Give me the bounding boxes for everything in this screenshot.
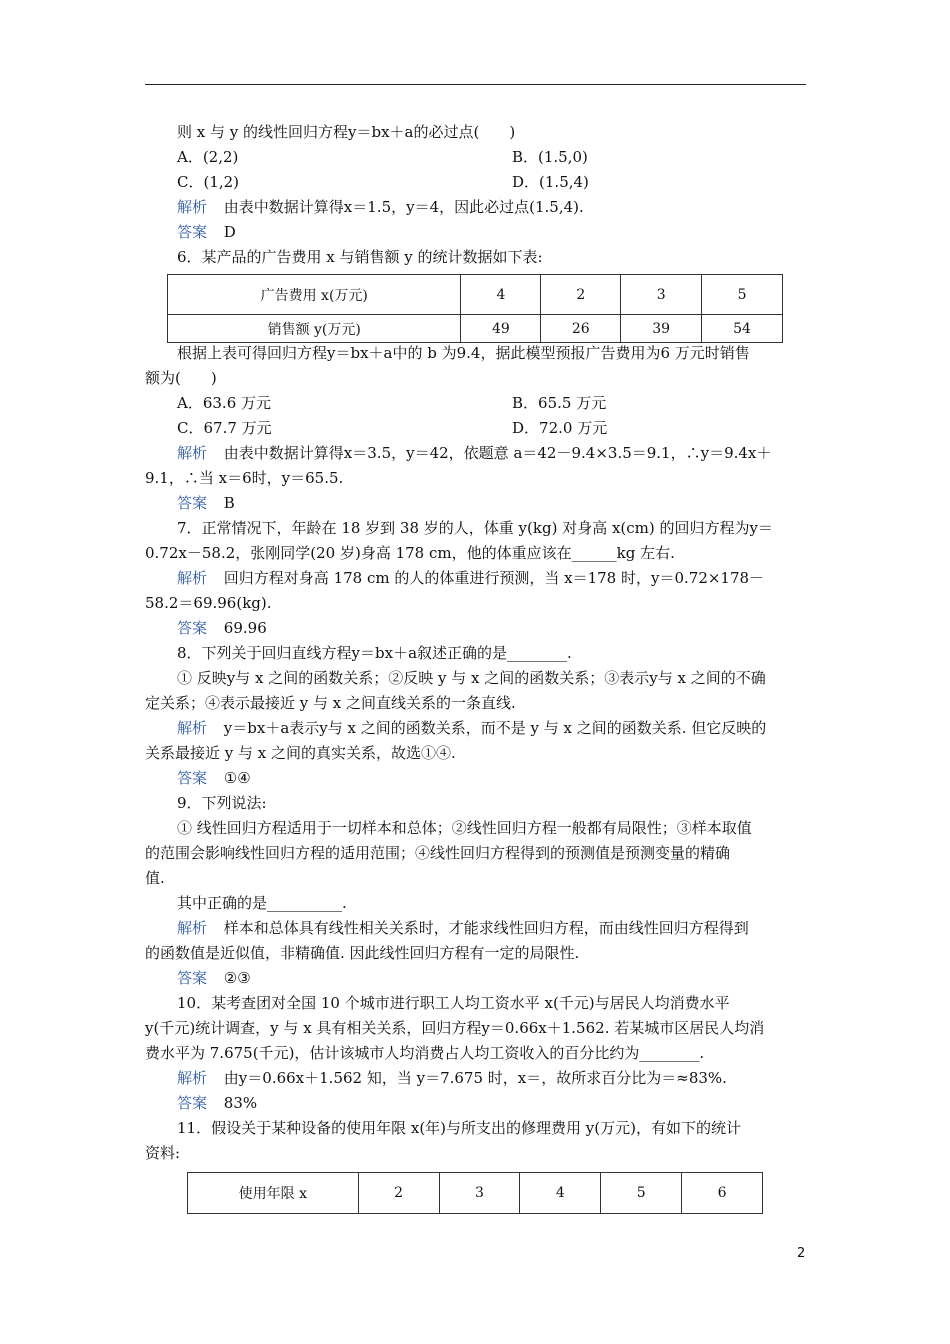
solution-text: 由表中数据计算得x＝3.5，y＝42，依题意 a＝42－9.4×3.5＝9.1，∴y＝9.4x＋ bbox=[223, 444, 772, 462]
q6-option-c: C．67.7 万元 bbox=[177, 419, 272, 437]
q5-option-b: B．(1.5,0) bbox=[512, 148, 588, 166]
solution-label: 解析 bbox=[177, 569, 208, 587]
answer-text: ②③ bbox=[223, 969, 251, 987]
answer-label: 答案 bbox=[177, 223, 208, 241]
table-cell: 4 bbox=[461, 275, 541, 315]
q5-option-a: A．(2,2) bbox=[177, 148, 239, 166]
table-cell: 54 bbox=[702, 315, 783, 343]
solution-text: y＝bx＋a表示y与 x 之间的函数关系，而不是 y 与 x 之间的函数关系. 但它反映的 bbox=[223, 719, 767, 737]
answer-label: 答案 bbox=[177, 1094, 208, 1112]
page-number: 2 bbox=[797, 1246, 806, 1261]
q8-solution-cont: 关系最接近 y 与 x 之间的真实关系，故选①④. bbox=[145, 744, 456, 762]
q8-options-line1: ① 反映y与 x 之间的函数关系；②反映 y 与 x 之间的函数关系；③表示y与 x 之间的不确 bbox=[177, 669, 766, 687]
q10-answer bbox=[177, 1093, 257, 1113]
q8-stem: 8．下列关于回归直线方程y＝bx＋a叙述正确的是________. bbox=[177, 644, 572, 662]
q9-question: 其中正确的是__________. bbox=[177, 894, 347, 912]
answer-text: D bbox=[223, 223, 236, 241]
table-cell: 2 bbox=[358, 1173, 439, 1214]
table-cell: 使用年限 x bbox=[188, 1173, 359, 1214]
q5-stem: 则 x 与 y 的线性回归方程y＝bx＋a的必过点( ) bbox=[177, 123, 516, 141]
answer-label: 答案 bbox=[177, 494, 208, 512]
q6-stem: 6．某产品的广告费用 x 与销售额 y 的统计数据如下表: bbox=[177, 248, 543, 266]
q7-answer bbox=[177, 618, 267, 638]
q8-answer bbox=[177, 768, 251, 788]
q6-option-b: B．65.5 万元 bbox=[512, 394, 607, 412]
q6-solution bbox=[177, 443, 771, 463]
table-row bbox=[168, 275, 783, 315]
q11-stem-line1: 11．假设关于某种设备的使用年限 x(年)与所支出的修理费用 y(万元)，有如下的统计 bbox=[177, 1119, 741, 1137]
table-cell: 26 bbox=[541, 315, 621, 343]
q9-solution-cont: 的函数值是近似值，非精确值. 因此线性回归方程有一定的局限性. bbox=[145, 944, 580, 962]
header-rule bbox=[145, 84, 806, 85]
table-cell: 销售额 y(万元) bbox=[168, 315, 461, 343]
q10-stem-line2: y(千元)统计调查，y 与 x 具有相关关系，回归方程y＝0.66x＋1.562. 若某城市区居民人均消 bbox=[145, 1019, 765, 1037]
answer-text: 83% bbox=[223, 1094, 258, 1112]
answer-label: 答案 bbox=[177, 769, 208, 787]
solution-label: 解析 bbox=[177, 919, 208, 937]
table-cell: 2 bbox=[541, 275, 621, 315]
table-cell: 6 bbox=[682, 1173, 763, 1214]
table-cell: 4 bbox=[520, 1173, 601, 1214]
q9-solution bbox=[177, 918, 749, 938]
solution-text: 由y＝0.66x＋1.562 知，当 y＝7.675 时，x＝，故所求百分比为＝≈83%. bbox=[223, 1069, 727, 1087]
solution-text: 回归方程对身高 178 cm 的人的体重进行预测，当 x＝178 时，y＝0.72×178－ bbox=[223, 569, 765, 587]
q8-solution bbox=[177, 718, 766, 738]
table-cell: 3 bbox=[621, 275, 702, 315]
solution-text: 样本和总体具有线性相关关系时，才能求线性回归方程，而由线性回归方程得到 bbox=[223, 919, 749, 937]
q5-solution bbox=[177, 197, 584, 217]
q6-option-d: D．72.0 万元 bbox=[512, 419, 608, 437]
q9-statements-line3: 值. bbox=[145, 869, 165, 887]
q6-data-table bbox=[167, 274, 783, 343]
table-row bbox=[168, 315, 783, 343]
table-cell: 广告费用 x(万元) bbox=[168, 275, 461, 315]
q7-solution-cont: 58.2＝69.96(kg). bbox=[145, 594, 272, 612]
table-cell: 5 bbox=[601, 1173, 682, 1214]
answer-text: B bbox=[223, 494, 235, 512]
q7-stem-line2: 0.72x－58.2，张刚同学(20 岁)身高 178 cm，他的体重应该在______kg 左右. bbox=[145, 544, 675, 562]
q10-stem-line1: 10．某考查团对全国 10 个城市进行职工人均工资水平 x(千元)与居民人均消费水平 bbox=[177, 994, 730, 1012]
answer-text: ①④ bbox=[223, 769, 251, 787]
q7-stem-line1: 7．正常情况下，年龄在 18 岁到 38 岁的人，体重 y(kg) 对身高 x(cm) 的回归方程为y＝ bbox=[177, 519, 773, 537]
q6-solution-cont: 9.1，∴当 x＝6时，y＝65.5. bbox=[145, 469, 344, 487]
solution-label: 解析 bbox=[177, 1069, 208, 1087]
q10-solution bbox=[177, 1068, 727, 1088]
table-cell: 5 bbox=[702, 275, 783, 315]
q6-text-line2: 额为( ) bbox=[145, 369, 217, 387]
table-cell: 39 bbox=[621, 315, 702, 343]
answer-label: 答案 bbox=[177, 619, 208, 637]
table-row bbox=[188, 1173, 763, 1214]
q8-options-line2: 定关系；④表示最接近 y 与 x 之间直线关系的一条直线. bbox=[145, 694, 516, 712]
solution-label: 解析 bbox=[177, 198, 208, 216]
q9-statements-line2: 的范围会影响线性回归方程的适用范围；④线性回归方程得到的预测值是预测变量的精确 bbox=[145, 844, 731, 862]
q5-option-c: C．(1,2) bbox=[177, 173, 240, 191]
q6-option-a: A．63.6 万元 bbox=[177, 394, 271, 412]
q10-stem-line3: 费水平为 7.675(千元)，估计该城市人均消费占人均工资收入的百分比约为________. bbox=[145, 1044, 705, 1062]
q11-stem-line2: 资料: bbox=[145, 1144, 181, 1162]
q5-answer bbox=[177, 222, 236, 242]
q6-answer bbox=[177, 493, 235, 513]
solution-label: 解析 bbox=[177, 719, 208, 737]
solution-text: 由表中数据计算得x＝1.5，y＝4，因此必过点(1.5,4). bbox=[223, 198, 584, 216]
q9-statements-line1: ① 线性回归方程适用于一切样本和总体；②线性回归方程一般都有局限性；③样本取值 bbox=[177, 819, 752, 837]
table-cell: 3 bbox=[439, 1173, 520, 1214]
q6-text-line1: 根据上表可得回归方程y＝bx＋a中的 b 为9.4，据此模型预报广告费用为6 万元时销售 bbox=[177, 344, 750, 362]
q5-option-d: D．(1.5,4) bbox=[512, 173, 589, 191]
table-cell: 49 bbox=[461, 315, 541, 343]
answer-text: 69.96 bbox=[223, 619, 267, 637]
q11-data-table bbox=[187, 1172, 763, 1214]
q7-solution bbox=[177, 568, 764, 588]
solution-label: 解析 bbox=[177, 444, 208, 462]
q9-stem: 9．下列说法: bbox=[177, 794, 267, 812]
answer-label: 答案 bbox=[177, 969, 208, 987]
q9-answer bbox=[177, 968, 251, 988]
